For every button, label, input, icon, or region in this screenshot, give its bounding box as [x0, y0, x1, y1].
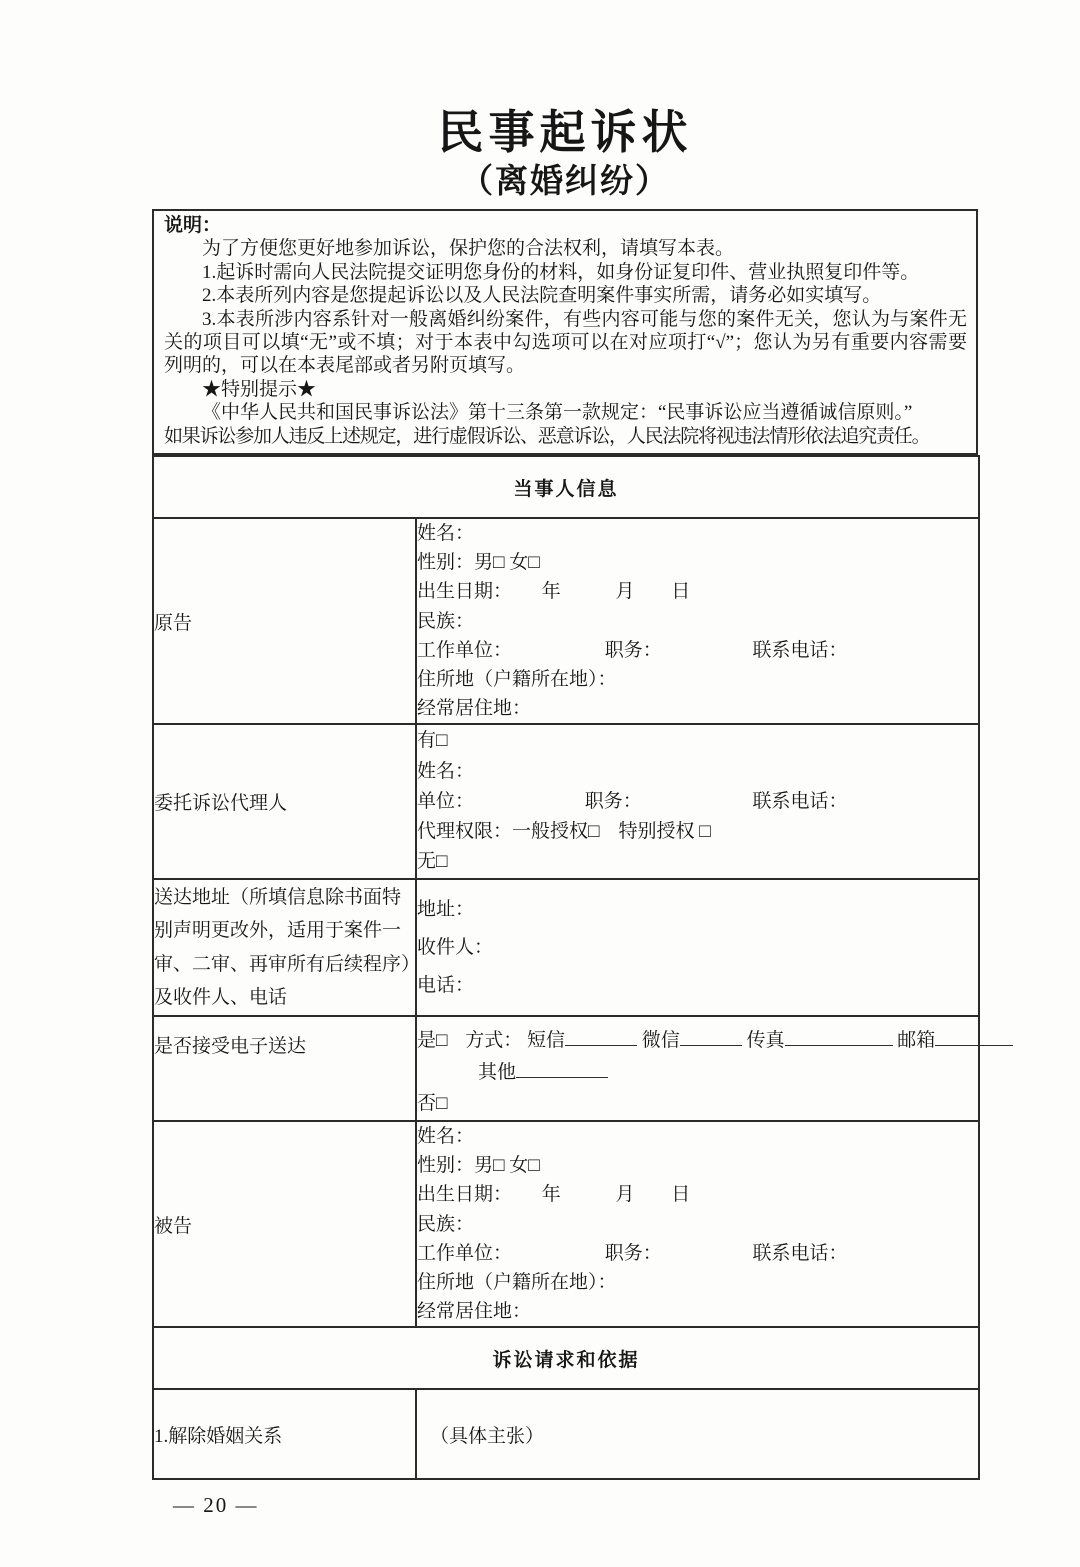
instructions-box — [152, 209, 978, 455]
agent-row — [153, 724, 979, 879]
claim-row — [153, 1389, 979, 1479]
special-notice-heading: ★特别提示★ — [202, 378, 317, 400]
electronic-service-no-line — [417, 1088, 978, 1120]
other-label: 其他 — [478, 1061, 517, 1083]
instruction-paragraph: 1.起诉时需向人民法院提交证明您身份的材料，如身份证复印件、营业执照复印件等。 — [202, 261, 920, 283]
yes-checkbox-label: 是□ — [417, 1030, 448, 1052]
agent-has-checkbox-label: 有□ — [417, 730, 448, 752]
employer-label: 单位： — [417, 790, 475, 812]
claim-1-label: 1.解除婚姻关系 — [153, 1389, 416, 1479]
month-label: 月 — [615, 581, 635, 603]
service-address-label: 送达地址（所填信息除书面特别声明更改外，适用于案件一审、二审、再审所有后续程序）及收件人、电话 — [153, 879, 416, 1016]
section-header-row — [153, 1327, 979, 1389]
residence-field-label: 住所地（户籍所在地）： — [417, 669, 617, 691]
service-address-row — [153, 879, 979, 1016]
instruction-paragraph: 2.本表所列内容是您提起诉讼以及人民法院查明案件事实所需，请务必如实填写。 — [202, 285, 882, 307]
electronic-service-yes-line — [417, 1025, 978, 1057]
ethnicity-field-label: 民族： — [417, 610, 475, 632]
phone-label: 联系电话： — [752, 639, 848, 661]
instruction-paragraph: 如果诉讼参加人违反上述规定，进行虚假诉讼、恶意诉讼，人民法院将视违法情形依法追究责任。 — [164, 425, 930, 447]
gender-field-label: 性别：男□ 女□ — [417, 552, 540, 574]
habitual-residence-field-label: 经常居住地： — [417, 1301, 532, 1323]
electronic-service-fields — [416, 1016, 979, 1121]
name-field-label: 姓名： — [417, 523, 475, 545]
work-field-line — [417, 787, 978, 817]
residence-field-label: 住所地（户籍所在地）： — [417, 1272, 617, 1293]
plaintiff-label: 原告 — [153, 518, 416, 724]
gender-field-label: 性别：男□ 女□ — [417, 1155, 540, 1177]
instruction-paragraph: 《中华人民共和国民事诉讼法》第十三条第一款规定：“民事诉讼应当遵循诚信原则。” — [202, 402, 913, 424]
work-field-line — [417, 1239, 978, 1268]
defendant-label: 被告 — [153, 1121, 416, 1327]
employer-label: 工作单位： — [417, 1242, 513, 1264]
birthdate-label: 出生日期： — [417, 1184, 513, 1206]
year-label: 年 — [541, 581, 561, 603]
employer-label: 工作单位： — [417, 639, 513, 661]
sms-label: 短信 — [527, 1030, 566, 1052]
claim-1-value: （具体主张） — [416, 1389, 979, 1479]
email-label: 邮箱 — [897, 1030, 936, 1052]
day-label: 日 — [671, 581, 691, 603]
instructions-heading: 说明： — [164, 215, 222, 236]
name-field-label: 姓名： — [417, 760, 475, 782]
job-title-label: 职务： — [584, 790, 642, 812]
claims-section-header: 诉讼请求和依据 — [153, 1327, 979, 1389]
party-info-section-header: 当事人信息 — [153, 456, 979, 518]
agent-fields — [416, 724, 979, 879]
other-blank-line — [516, 1057, 608, 1078]
instruction-paragraph: 为了方便您更好地参加诉讼，保护您的合法权利，请填写本表。 — [202, 238, 735, 260]
job-title-label: 职务： — [604, 1242, 662, 1264]
sms-blank-line — [565, 1026, 637, 1047]
instruction-paragraph: 3.本表所涉内容系针对一般离婚纠纷案件，有些内容可能与您的案件无关，您认为与案件无关的项目可以填“无”或不填；对于本表中勾选项可以在对应项打“√”；您认为另有重要内容需要列明的，可以在本表尾部或者另附页填写。 — [164, 308, 967, 377]
no-checkbox-label: 否□ — [417, 1093, 448, 1115]
phone-label: 联系电话： — [752, 1242, 848, 1264]
method-label: 方式： — [465, 1030, 523, 1052]
section-header-row — [153, 456, 979, 518]
wechat-blank-line — [680, 1026, 742, 1047]
address-field-label: 地址： — [417, 898, 475, 920]
fax-label: 传真 — [746, 1030, 785, 1052]
work-field-line — [417, 636, 978, 665]
agent-authority-field-label: 代理权限：一般授权□ 特别授权 □ — [417, 821, 711, 843]
electronic-service-other-line — [417, 1057, 978, 1089]
agent-none-checkbox-label: 无□ — [417, 851, 448, 873]
birthdate-field-line — [417, 1180, 978, 1209]
ethnicity-field-label: 民族： — [417, 1213, 475, 1235]
month-label: 月 — [615, 1184, 635, 1206]
electronic-service-label: 是否接受电子送达 — [153, 1016, 416, 1121]
birthdate-label: 出生日期： — [417, 581, 513, 603]
job-title-label: 职务： — [604, 639, 662, 661]
plaintiff-fields — [416, 518, 979, 724]
document-title: 民事起诉状 — [437, 107, 693, 158]
email-blank-line — [935, 1026, 1013, 1047]
habitual-residence-field-label: 经常居住地： — [417, 698, 532, 720]
plaintiff-row — [153, 518, 979, 724]
document-subtitle: （离婚纠纷） — [460, 164, 670, 200]
name-field-label: 姓名： — [417, 1125, 475, 1147]
page-number: — 20 — — [173, 1493, 259, 1518]
day-label: 日 — [671, 1184, 691, 1206]
defendant-fields — [416, 1121, 979, 1327]
fax-blank-line — [785, 1026, 893, 1047]
birthdate-field-line — [417, 577, 978, 606]
electronic-service-row — [153, 1016, 979, 1121]
year-label: 年 — [541, 1184, 561, 1206]
recipient-field-label: 收件人： — [417, 936, 494, 958]
phone-field-label: 电话： — [417, 974, 475, 996]
service-address-fields — [416, 879, 979, 1016]
wechat-label: 微信 — [641, 1030, 680, 1052]
phone-label: 联系电话： — [752, 790, 848, 812]
party-info-table — [152, 455, 980, 1480]
agent-label: 委托诉讼代理人 — [153, 724, 416, 879]
defendant-row — [153, 1121, 979, 1327]
